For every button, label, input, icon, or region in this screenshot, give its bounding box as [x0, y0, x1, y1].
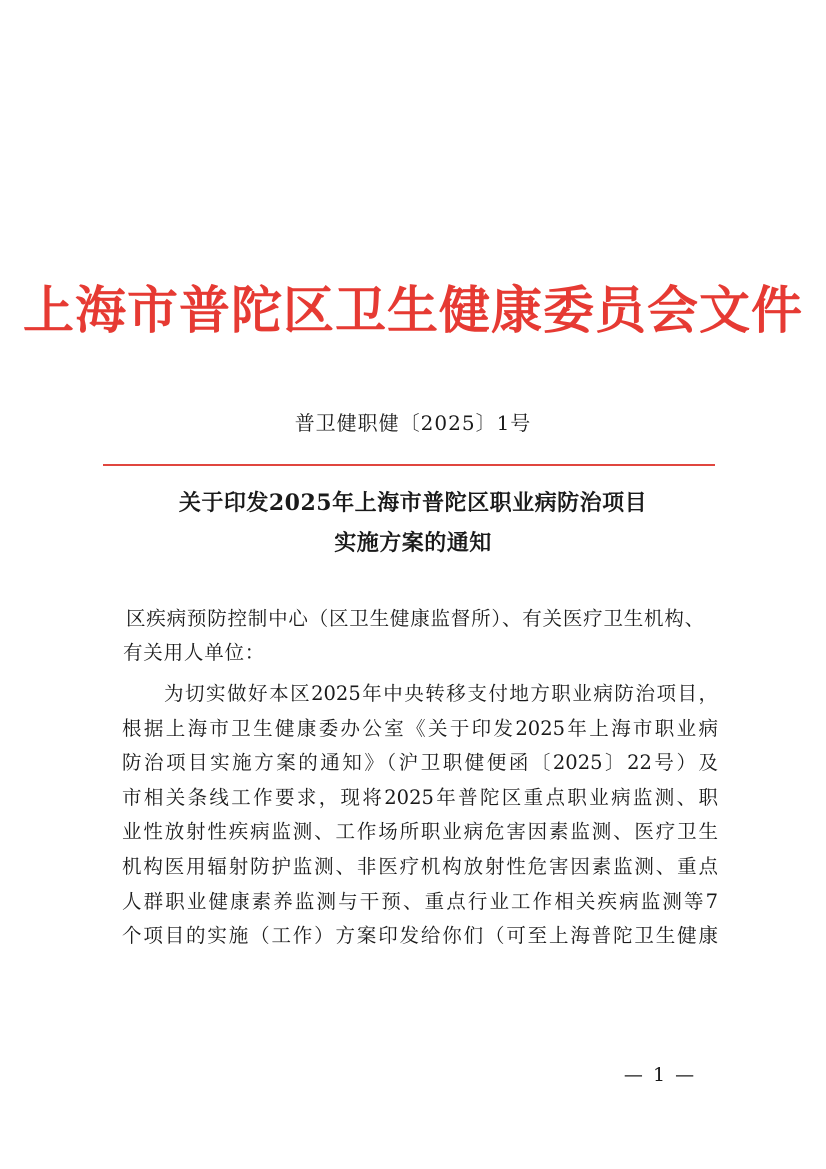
body-paragraph [122, 677, 722, 954]
document-number: 普卫健职健〔2025〕1号 [294, 411, 532, 435]
body-line: 机构医用辐射防护监测、非医疗机构放射性危害因素监测、重点 [122, 854, 718, 878]
addressee-line-1: 区疾病预防控制中心（区卫生健康监督所）、有关医疗卫生机构、 [126, 607, 705, 630]
addressee-line-2: 有关用人单位： [123, 641, 266, 664]
notice-title [0, 483, 826, 563]
red-divider-line [103, 464, 715, 466]
notice-title-line-1: 关于印发2025年上海市普陀区职业病防治项目 [178, 490, 648, 516]
body-line: 业性放射性疾病监测、工作场所职业病危害因素监测、医疗卫生 [122, 820, 718, 844]
body-line: 人群职业健康素养监测与干预、重点行业工作相关疾病监测等7 [122, 889, 718, 913]
body-line: 根据上海市卫生健康委办公室《关于印发2025年上海市职业病 [122, 716, 718, 740]
body-line: 个项目的实施（工作）方案印发给你们（可至上海普陀卫生健康 [122, 924, 718, 948]
addressee [123, 602, 726, 670]
page-number: — 1 — [623, 1064, 697, 1086]
header-title: 上海市普陀区卫生健康委员会文件 [22, 281, 803, 341]
body-line: 防治项目实施方案的通知》（沪卫职健便函〔2025〕22号）及 [122, 751, 718, 775]
body-line: 市相关条线工作要求，现将2025年普陀区重点职业病监测、职 [122, 785, 718, 809]
body-line: 为切实做好本区2025年中央转移支付地方职业病防治项目， [164, 682, 718, 705]
notice-title-line-2: 实施方案的通知 [334, 530, 492, 556]
